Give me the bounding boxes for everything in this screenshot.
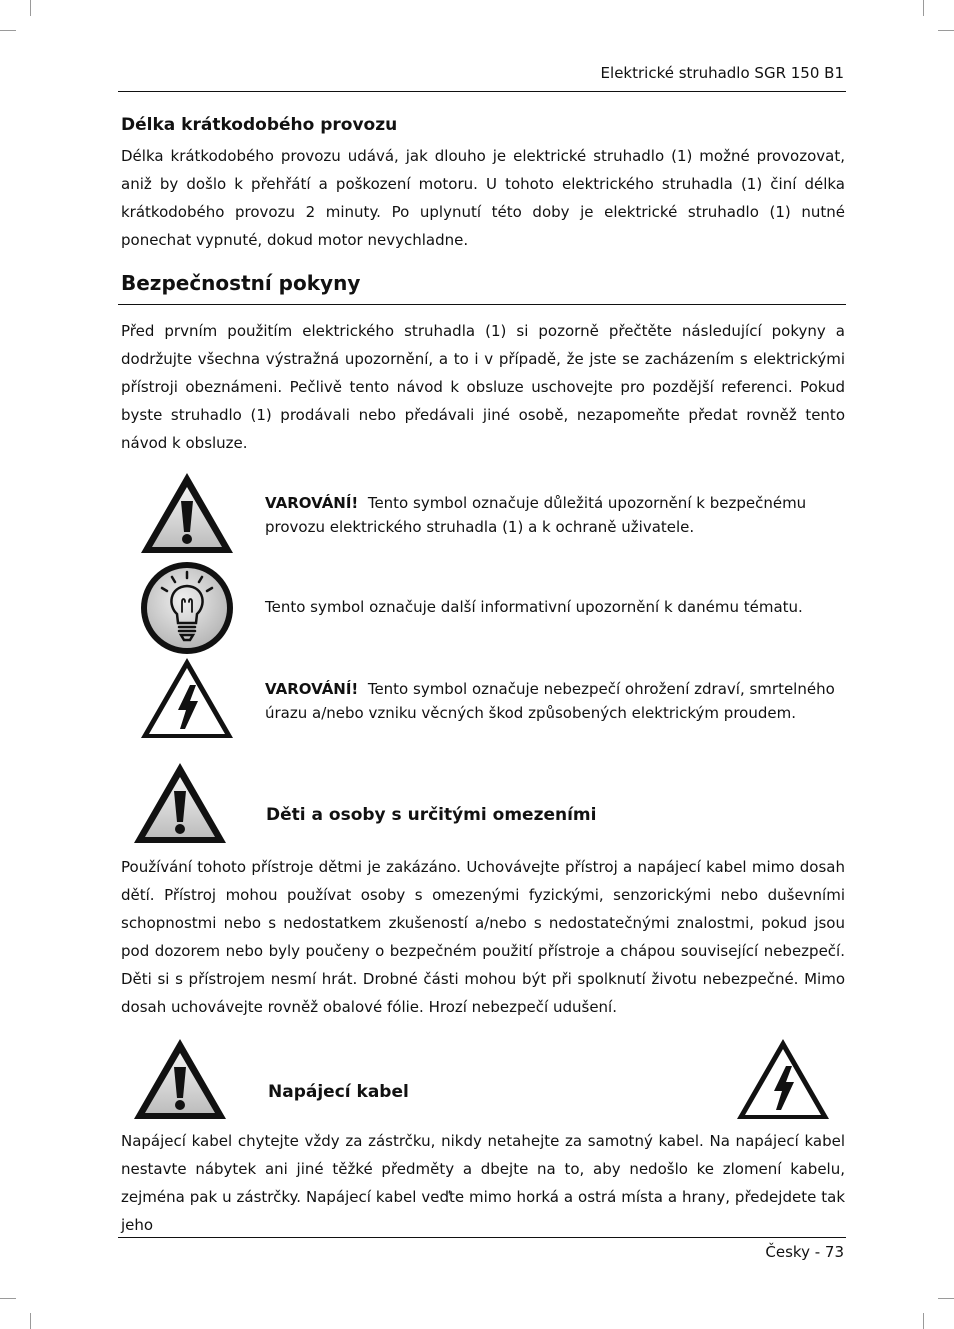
info-note: Tento symbol označuje další informativní upozornění k danému tématu. (265, 598, 803, 616)
electric-note (265, 677, 845, 725)
header-rule (118, 91, 846, 92)
electric-text: Tento symbol označuje nebezpečí ohrožení zdraví, smrtelného úrazu a/nebo vzniku věcných škod způsobených elektrickým proudem. (265, 680, 835, 722)
electric-shock-icon (138, 655, 236, 741)
footer-rule (118, 1237, 846, 1238)
warning-triangle-icon (131, 760, 229, 846)
section-heading-cable: Napájecí kabel (268, 1082, 409, 1102)
crop-mark (0, 1298, 16, 1299)
running-header: Elektrické struhadlo SGR 150 B1 (600, 64, 844, 82)
warning-note (265, 491, 845, 539)
warning-text: Tento symbol označuje důležitá upozornění k bezpečnému provozu elektrického struhadla (1) a k ochraně uživatele. (265, 494, 807, 536)
crop-mark (923, 1313, 924, 1329)
electric-label: VAROVÁNÍ! (265, 680, 359, 698)
crop-mark (30, 1313, 31, 1329)
info-lightbulb-icon (138, 560, 236, 656)
warning-label: VAROVÁNÍ! (265, 494, 359, 512)
section-text-children: Používání tohoto přístroje dětmi je zakázáno. Uchovávejte přístroj a napájecí kabel mimo dosah dětí. Přístroj mohou používat osoby s omezenými fyzickými, senzorickými nebo duševními schopnostmi nebo s nedostatkem zkušeností a/nebo s nedostatečnými znalostmi, pokud jsou pod dozorem nebo byly poučeny o bezpečném použití přístroje a chápou související nebezpečí. Děti si s přístrojem nesmí hrát. Drobné části mohou být při spolknutí životu nebezpečné. Mimo dosah uchovávejte rovněž obalové fólie. Hrozí nebezpečí udušení. (121, 858, 845, 1016)
crop-mark (0, 30, 16, 31)
electric-shock-icon (734, 1036, 832, 1122)
warning-triangle-icon (131, 1036, 229, 1122)
section-heading-children: Děti a osoby s určitými omezeními (266, 805, 597, 825)
section-rule (118, 304, 846, 305)
warning-triangle-icon (138, 470, 236, 556)
crop-mark (938, 30, 954, 31)
page-number: Česky - 73 (765, 1243, 844, 1261)
crop-mark (938, 1298, 954, 1299)
section-text-duration: Délka krátkodobého provozu udává, jak dlouho je elektrické struhadlo (1) možné provozovat, aniž by došlo k přehřátí a poškození motoru. U tohoto elektrického struhadla (1) činí délka krátkodobého provozu 2 minuty. Po uplynutí této doby je elektrické struhadlo (1) nutné ponechat vypnuté, dokud motor nevychladne. (121, 147, 845, 249)
crop-mark (30, 0, 31, 16)
section-text-cable: Napájecí kabel chytejte vždy za zástrčku, nikdy netahejte za samotný kabel. Na napájecí kabel nestavte nábytek ani jiné těžké předměty a dbejte na to, aby nedošlo ke zlomení kabelu, zejména pak u zástrčky. Napájecí kabel veďte mimo horká a ostrá místa a hrany, předejdete tak jeho (121, 1132, 845, 1234)
crop-mark (923, 0, 924, 16)
section-text-safety-intro: Před prvním použitím elektrického struhadla (1) si pozorně přečtěte následující pokyny a dodržujte všechna výstražná upozornění, a to i v případě, že jste se zacházením s elektrickými přístroji obeznámeni. Pečlivě tento návod k obsluze uschovejte pro pozdější referenci. Pokud byste struhadlo (1) prodávali nebo předávali jiné osobě, nezapomeňte předat rovněž tento návod k obsluze. (121, 322, 845, 452)
section-heading-duration: Délka krátkodobého provozu (121, 115, 398, 135)
section-heading-safety: Bezpečnostní pokyny (121, 271, 361, 295)
